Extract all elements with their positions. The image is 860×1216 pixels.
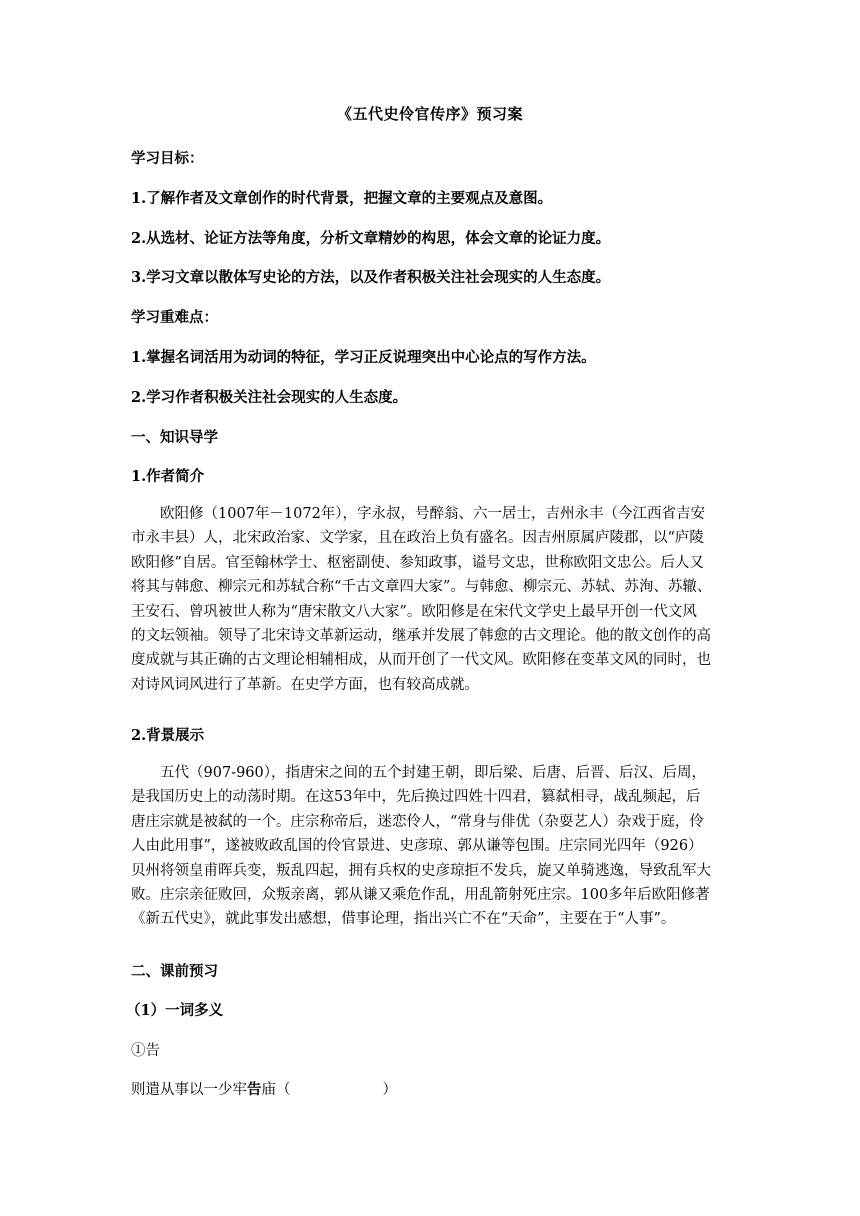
page-title: 《五代史伶官传序》预习案 [336,105,523,123]
objective-item-2: 2.从选材、论证方法等角度，分析文章精妙的构思，体会文章的论证力度。 [131,230,611,247]
author-line: 欧阳修（1007年－1072年），字永叔，号醉翁、六一居士，吉州永丰（今江西省吉安 [160,506,706,522]
author-paragraph [131,502,737,697]
objectives-heading: 学习目标： [131,150,204,167]
example-text-tail: 庙（ [261,1082,291,1098]
author-line: 的文坛领袖。领导了北宋诗文革新运动，继承并发展了韩愈的古文理论。他的散文创作的高 [131,628,711,645]
author-line: 将其与韩愈、柳宗元和苏轼合称“千古文章四大家”。与韩愈、柳宗元、苏轼、苏洵、苏辙、 [131,579,712,596]
key-point-item-1: 1.掌握名词活用为动词的特征，学习正反说理突出中心论点的写作方法。 [131,349,596,366]
author-line: 度成就与其正确的古文理论相辅相成，从而开创了一代文风。欧阳修在变革文风的同时，也 [131,652,711,669]
background-heading: 2.背景展示 [131,727,205,744]
objective-item-1: 1.了解作者及文章创作的时代背景，把握文章的主要观点及意图。 [131,190,553,207]
target-word: 告 [247,1081,262,1098]
author-heading: 1.作者简介 [131,468,205,485]
background-line: 《新五代史》，就此事发出感想，借事论理，指出兴亡不在“天命”，主要在于“人事”。 [131,911,676,928]
objective-item-3: 3.学习文章以散体写史论的方法，以及作者积极关注社会现实的人生态度。 [131,269,611,286]
author-line: 市永丰县）人，北宋政治家、文学家，且在政治上负有盛名。因吉州原属庐陵郡，以“庐陵 [131,530,704,547]
key-point-item-2: 2.学习作者积极关注社会现实的人生态度。 [131,389,408,406]
background-line: 人由此用事”，遂被败政乱国的伶官景进、史彦琼、郭从谦等包围。庄宗同光四年（926） [131,838,703,855]
polysemy-heading: （1）一词多义 [126,1002,224,1019]
polysemy-item-1: ①告 [131,1043,160,1059]
author-line: 王安石、曾巩被世人称为“唐宋散文八大家”。欧阳修是在宋代文学史上最早开创一代文风 [131,603,697,620]
background-paragraph [131,761,737,932]
author-line: 对诗风词风进行了革新。在史学方面，也有较高成就。 [131,676,479,693]
background-line: 是我国历史上的动荡时期。在这53年中，先后换过四姓十四君，篡弑相寻，战乱频起，后 [131,789,701,806]
example-text: 则遣从事以一少牢 [131,1082,247,1098]
author-line: 欧阳修”自居。官至翰林学士、枢密副使、参知政事，谥号文忠，世称欧阳文忠公。后人又 [131,554,704,571]
background-line: 败。庄宗亲征败回，众叛亲离，郭从谦又乘危作乱，用乱箭射死庄宗。100多年后欧阳修著 [131,887,710,904]
example-sentence [131,1078,397,1099]
close-paren: ） [382,1082,397,1098]
background-line: 唐庄宗就是被弑的一个。庄宗称帝后，迷恋伶人，“常身与俳优（杂耍艺人）杂戏于庭，伶 [131,813,704,830]
background-line: 五代（907-960），指唐宋之间的五个封建王朝，即后梁、后唐、后晋、后汉、后周， [160,765,706,781]
key-points-heading: 学习重难点： [131,309,218,326]
section2-heading: 二、课前预习 [131,963,218,980]
background-line: 贝州将领皇甫晖兵变，叛乱四起，拥有兵权的史彦琼拒不发兵，旋又单骑逃逸，导致乱军大 [131,862,711,879]
section1-heading: 一、知识导学 [131,429,218,446]
